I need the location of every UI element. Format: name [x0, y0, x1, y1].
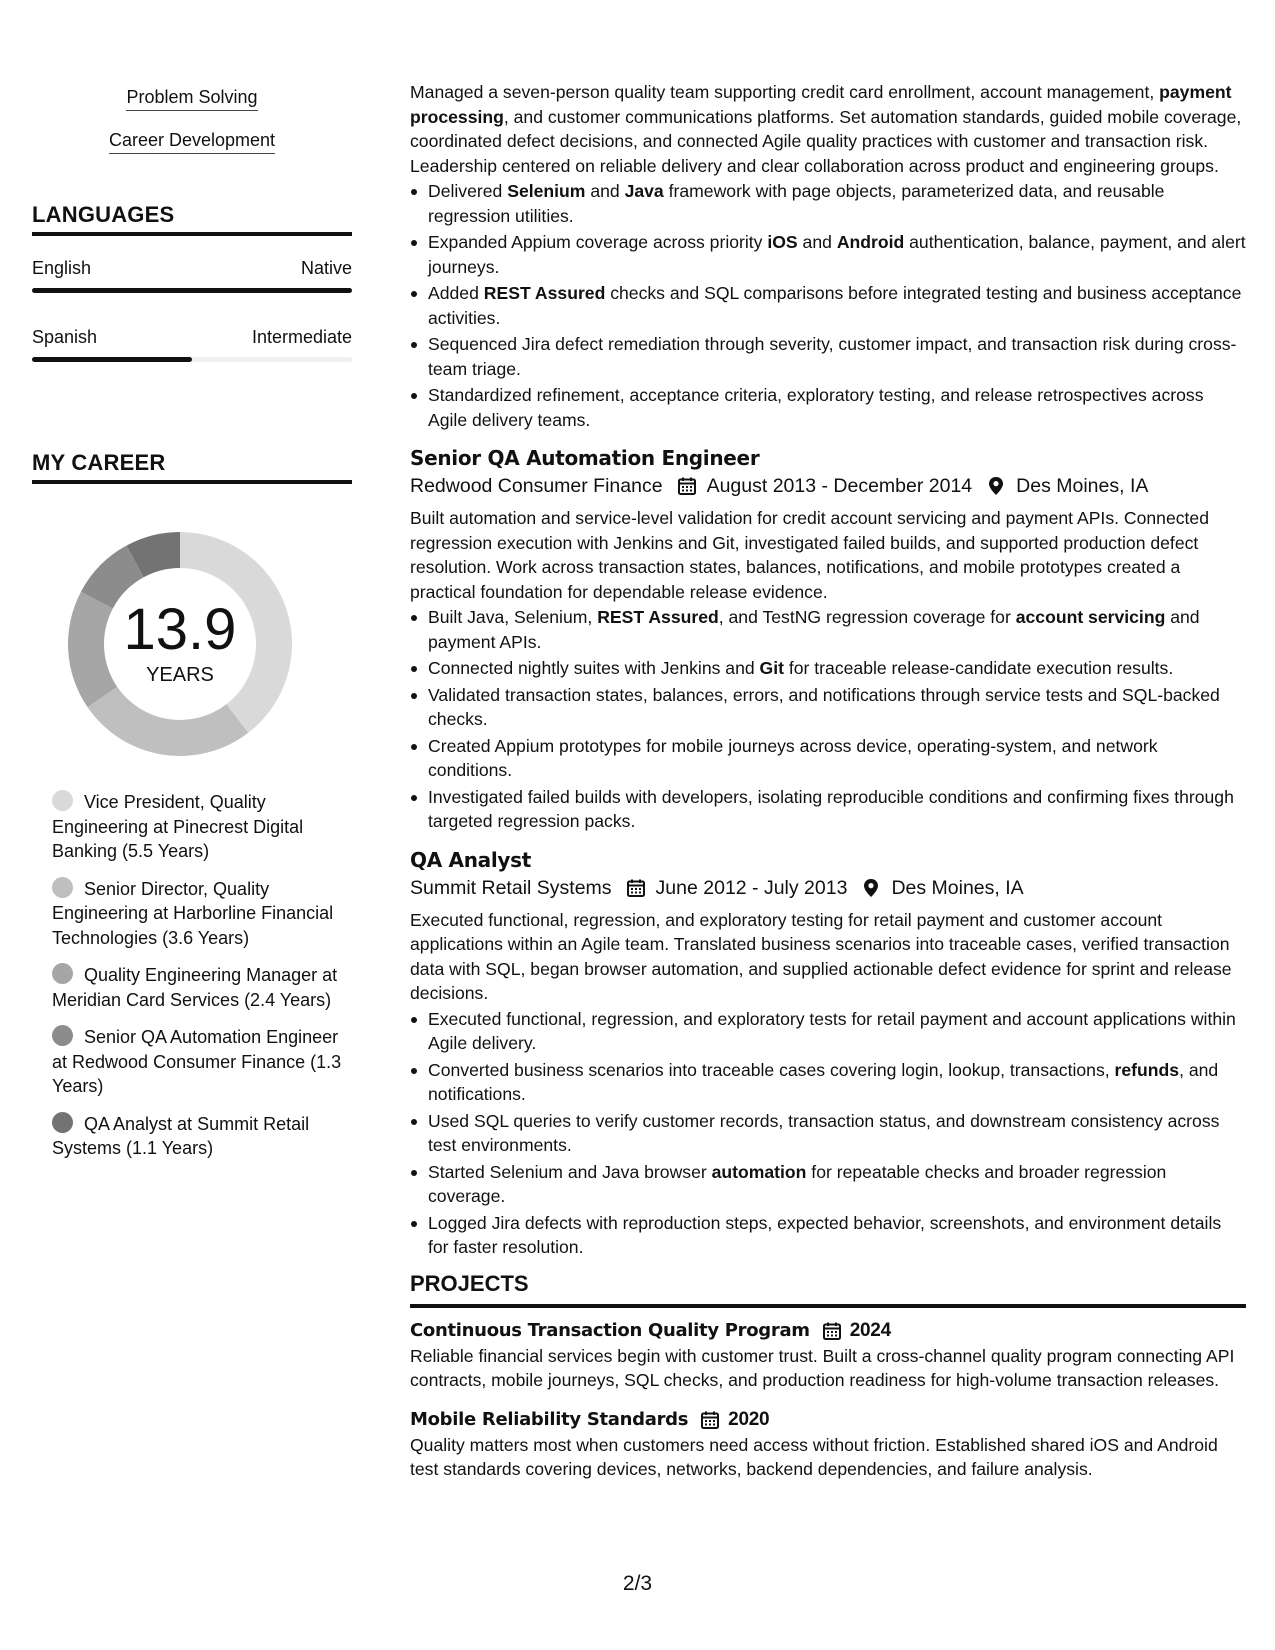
bullet-item: Executed functional, regression, and exploratory tests for retail payment and account applications within Agile delivery.: [410, 1007, 1246, 1056]
project-list: [410, 1318, 1246, 1482]
languages-rule: [32, 232, 352, 236]
job-bullet-list: [410, 1007, 1246, 1260]
project-description: Quality matters most when customers need access without friction. Established shared iOS and Android test standards covering devices, networks, backend dependencies, and failure analysis.: [410, 1434, 1218, 1479]
project-title: Continuous Transaction Quality Program: [410, 1319, 810, 1341]
bullet-item: Built Java, Selenium, REST Assured, and TestNG regression coverage for account servicing and payment APIs.: [410, 605, 1246, 654]
bullet-item: Added REST Assured checks and SQL comparisons before integrated testing and business acceptance activities.: [410, 281, 1246, 330]
job-dates: June 2012 - July 2013: [655, 876, 848, 899]
job-title: Senior QA Automation Engineer: [410, 446, 760, 470]
bullet-item: Standardized refinement, acceptance criteria, exploratory testing, and release retrospectives across Agile delivery teams.: [410, 383, 1246, 432]
career-legend: [52, 790, 342, 1174]
bullet-item: Started Selenium and Java browser automation for repeatable checks and broader regression coverage.: [410, 1160, 1246, 1209]
location-pin-icon: [986, 476, 1006, 496]
job-location: Des Moines, IA: [1016, 475, 1149, 497]
calendar-icon: [822, 1321, 842, 1341]
legend-label: Senior Director, Quality Engineering at Harborline Financial Technologies (3.6 Years): [52, 878, 334, 948]
career-legend-item: [52, 1112, 342, 1161]
calendar-icon: [700, 1410, 720, 1430]
project-year: 2024: [849, 1319, 891, 1341]
legend-dot-icon: [52, 877, 73, 898]
location-pin-icon: [861, 878, 881, 898]
language-name: English: [32, 258, 92, 278]
career-legend-item: [52, 963, 342, 1012]
career-total: 13.9: [123, 597, 237, 662]
language-level: Intermediate: [251, 327, 352, 347]
job-bullet-list: [410, 605, 1246, 834]
career-heading: MY CAREER: [32, 450, 166, 475]
main-content: [410, 80, 1246, 1496]
page-number: 2/3: [622, 1572, 653, 1595]
career-legend-item: [52, 790, 342, 864]
legend-label: QA Analyst at Summit Retail Systems (1.1 Years): [52, 1113, 310, 1158]
bullet-item: Expanded Appium coverage across priority iOS and Android authentication, balance, payment, and alert journeys.: [410, 230, 1246, 279]
career-rule: [32, 480, 352, 484]
bullet-item: Investigated failed builds with developers, isolating reproducible conditions and confirming fixes through targeted regression packs.: [410, 785, 1246, 834]
job-meta: [410, 472, 1246, 500]
career-legend-item: [52, 1025, 342, 1099]
intro-paragraph: Managed a seven-person quality team supporting credit card enrollment, account management, payment processing, and customer communications platforms. Set automation standards, guided mobile coverage, coordinated defect decisions, and connected Agile quality practices with customer and transaction risk. Leadership centered on reliable delivery and clear collaboration across product and engineering groups.: [410, 82, 1242, 176]
bullet-item: Sequenced Jira defect remediation through severity, customer impact, and transaction risk during cross-team triage.: [410, 332, 1246, 381]
language-name: Spanish: [32, 327, 98, 347]
job-list: [410, 444, 1246, 1260]
language-bar: [32, 357, 352, 362]
language-row: [32, 327, 352, 348]
project-year: 2020: [728, 1408, 770, 1430]
project-header: [410, 1407, 1246, 1433]
legend-label: Vice President, Quality Engineering at Pinecrest Digital Banking (5.5 Years): [52, 792, 304, 861]
job-summary: Built automation and service-level validation for credit account servicing and payment APIs. Connected regression execution with Jenkins and Git, investigated failed builds, and supported production defect resolution. Work across transaction states, balances, notifications, and mobile prototypes created a practical foundation for dependable release evidence.: [410, 508, 1209, 602]
projects-rule: [410, 1304, 1246, 1308]
job-entry: [410, 846, 1246, 1260]
legend-dot-icon: [52, 1025, 73, 1046]
career-unit: YEARS: [146, 664, 214, 686]
projects-heading: PROJECTS: [410, 1270, 529, 1296]
career-legend-item: [52, 877, 342, 951]
language-bar-fill: [32, 288, 352, 293]
job-meta: [410, 874, 1246, 902]
job-dates: August 2013 - December 2014: [706, 475, 973, 497]
bullet-item: Logged Jira defects with reproduction steps, expected behavior, screenshots, and environment details for faster resolution.: [410, 1211, 1246, 1260]
bullet-item: Validated transaction states, balances, errors, and notifications through service tests and SQL-backed checks.: [410, 683, 1246, 732]
bullet-item: Used SQL queries to verify customer records, transaction status, and downstream consistency across test environments.: [410, 1109, 1246, 1158]
legend-dot-icon: [52, 1112, 73, 1133]
language-level: Native: [300, 258, 352, 278]
language-bar: [32, 288, 352, 293]
languages-heading: LANGUAGES: [32, 202, 175, 227]
skill-item: Career Development: [32, 129, 352, 154]
project-header: [410, 1318, 1246, 1344]
legend-dot-icon: [52, 963, 73, 984]
calendar-icon: [677, 476, 697, 496]
bullet-item: Connected nightly suites with Jenkins and Git for traceable release-candidate execution results.: [410, 656, 1246, 681]
bullet-item: Created Appium prototypes for mobile journeys across device, operating-system, and network conditions.: [410, 734, 1246, 783]
job-title: QA Analyst: [410, 847, 532, 872]
language-row: [32, 258, 352, 279]
calendar-icon: [626, 878, 646, 898]
language-bar-fill: [32, 357, 192, 362]
project-title: Mobile Reliability Standards: [410, 1408, 689, 1430]
bullet-item: Converted business scenarios into traceable cases covering login, lookup, transactions, refunds, and notifications.: [410, 1058, 1246, 1107]
job-entry: [410, 444, 1246, 834]
job-company: Summit Retail Systems: [410, 876, 612, 899]
legend-label: Senior QA Automation Engineer at Redwood Consumer Finance (1.3 Years): [52, 1027, 342, 1096]
job-company: Redwood Consumer Finance: [410, 475, 663, 497]
legend-dot-icon: [52, 790, 73, 811]
job-location: Des Moines, IA: [891, 876, 1024, 899]
intro-bullet-list: [410, 179, 1246, 432]
project-description: Reliable financial services begin with customer trust. Built a cross-channel quality program connecting API contracts, mobile journeys, SQL checks, and production readiness for high-volume transaction releases.: [410, 1345, 1235, 1390]
job-summary: Executed functional, regression, and exploratory testing for retail payment and customer account applications within an Agile team. Translated business scenarios into traceable cases, verified transaction data with SQL, began browser automation, and supplied actionable defect evidence for sprint and release decisions.: [410, 909, 1232, 1003]
legend-label: Quality Engineering Manager at Meridian Card Services (2.4 Years): [52, 965, 338, 1010]
skill-item: Problem Solving: [32, 86, 352, 111]
donut-slice: [87, 687, 248, 756]
bullet-item: Delivered Selenium and Java framework with page objects, parameterized data, and reusable regression utilities.: [410, 179, 1246, 228]
